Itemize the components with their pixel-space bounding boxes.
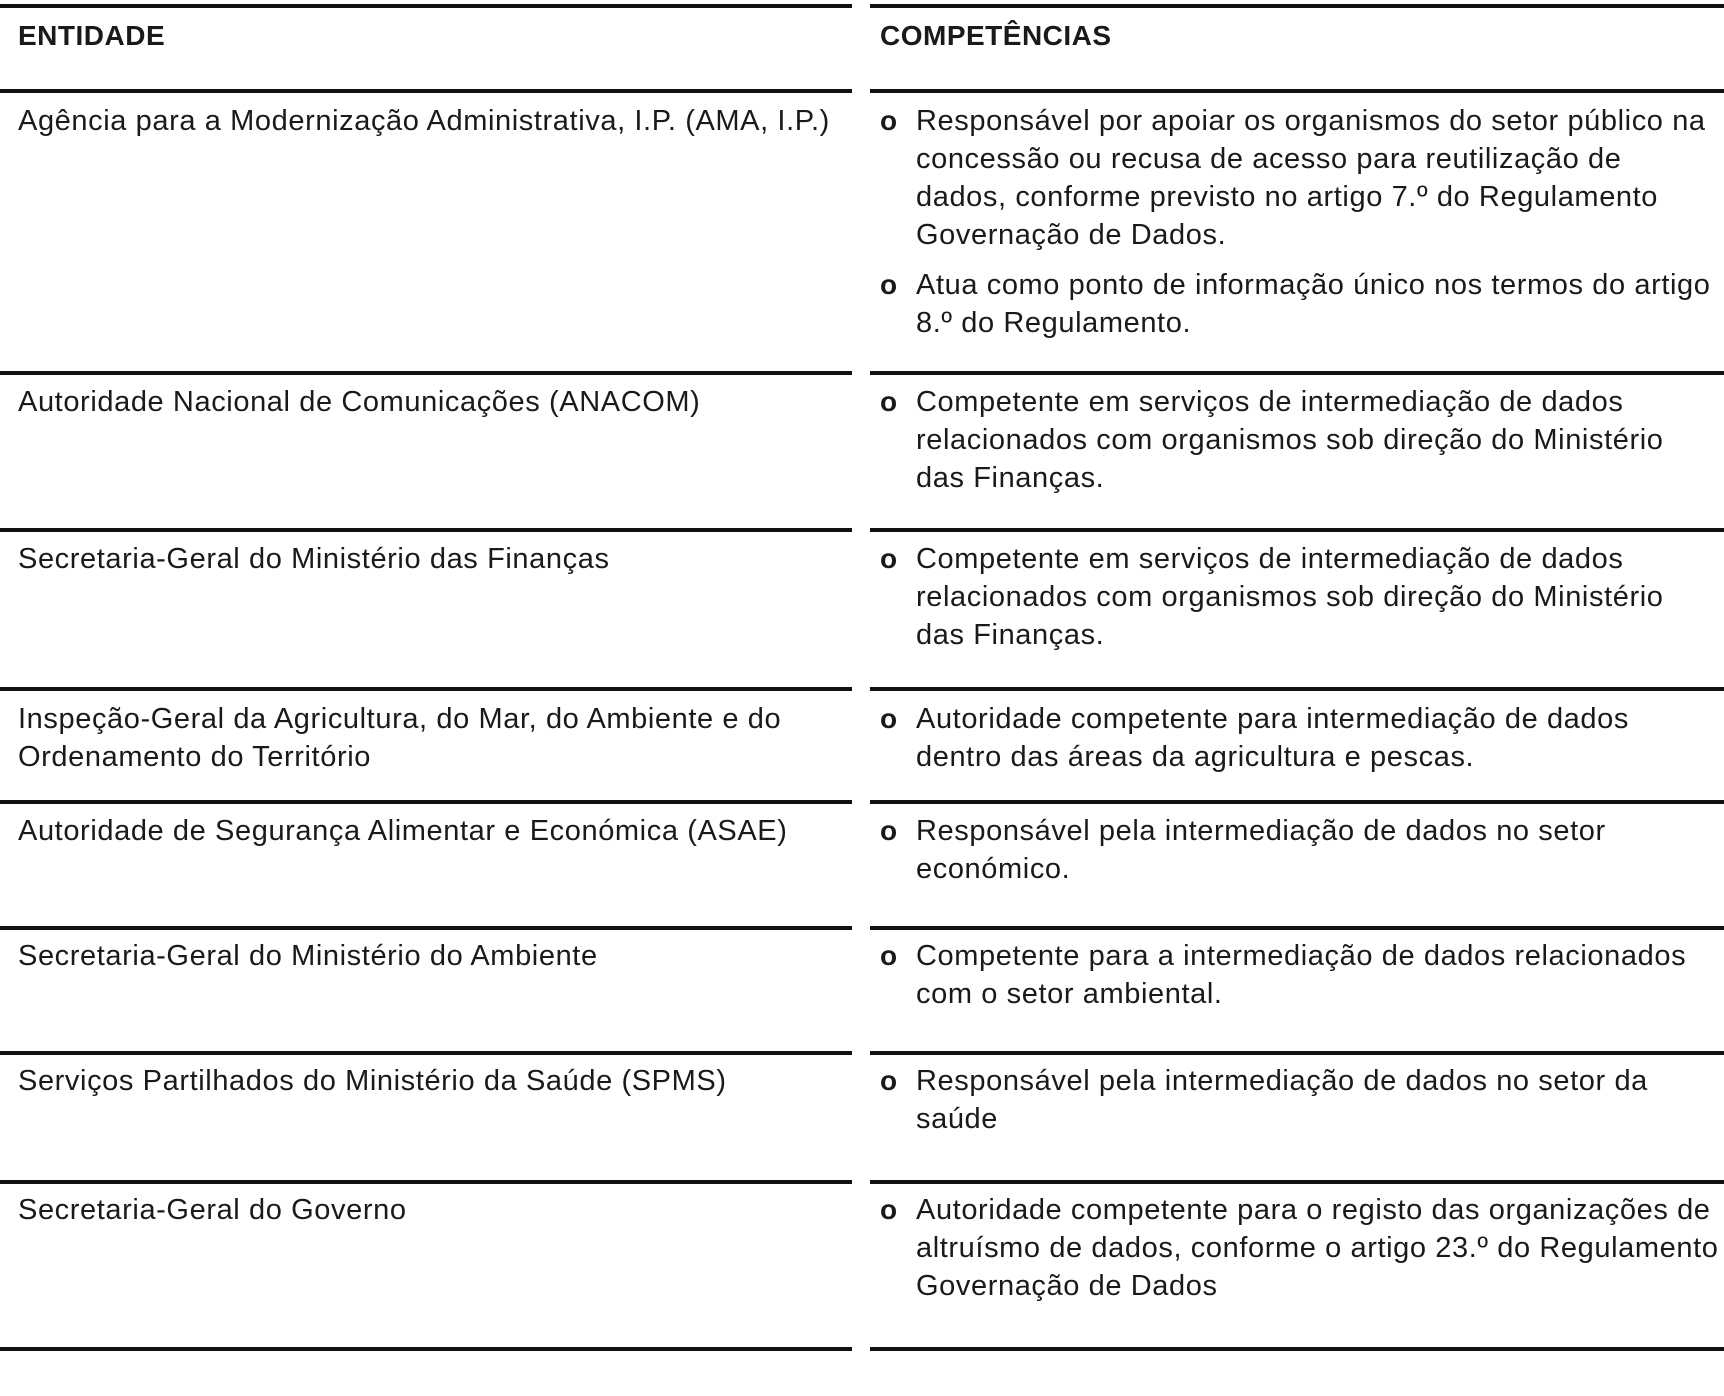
bullet-icon: o: [880, 940, 898, 971]
entity-cell: Autoridade Nacional de Comunicações (ANACOM): [18, 386, 701, 418]
row-divider-left: [0, 1180, 852, 1184]
competencies-cell: [880, 1062, 1720, 1150]
row-divider-left: [0, 800, 852, 804]
competency-text: Responsável pela intermediação de dados no setor da saúde: [916, 1065, 1648, 1135]
table-top-rule-left: [0, 4, 852, 8]
entity-cell: Inspeção-Geral da Agricultura, do Mar, do Ambiente e do Ordenamento do Território: [18, 703, 782, 773]
competency-text: Competente em serviços de intermediação de dados relacionados com organismos sob direção do Ministério das Finanças.: [916, 543, 1664, 651]
list-item: [880, 383, 1720, 497]
competency-text: Autoridade competente para intermediação de dados dentro das áreas da agricultura e pescas.: [916, 703, 1629, 773]
list-item: [880, 102, 1720, 254]
competencies-cell: [880, 937, 1720, 1025]
competencies-cell: [880, 1191, 1720, 1317]
row-divider-left: [0, 371, 852, 375]
list-item: [880, 1062, 1720, 1138]
row-divider-right: [870, 1051, 1724, 1055]
bullet-icon: o: [880, 1194, 898, 1225]
entity-cell: Agência para a Modernização Administrativa, I.P. (AMA, I.P.): [18, 105, 830, 137]
competency-text: Responsável pela intermediação de dados no setor económico.: [916, 815, 1606, 885]
row-divider-right: [870, 800, 1724, 804]
row-divider-right: [870, 926, 1724, 930]
bullet-icon: o: [880, 815, 898, 846]
entity-cell: Autoridade de Segurança Alimentar e Económica (ASAE): [18, 815, 788, 847]
row-divider-left: [0, 926, 852, 930]
competency-text: Autoridade competente para o registo das organizações de altruísmo de dados, conforme o artigo 23.º do Regulamento Governação de Dados: [916, 1194, 1719, 1302]
competency-text: Atua como ponto de informação único nos termos do artigo 8.º do Regulamento.: [916, 269, 1711, 339]
table-top-rule-right: [870, 4, 1724, 8]
row-divider-left: [0, 528, 852, 532]
list-item: [880, 937, 1720, 1013]
entity-cell: Secretaria-Geral do Ministério do Ambiente: [18, 940, 598, 972]
list-item: [880, 700, 1720, 776]
header-entidade: ENTIDADE: [18, 20, 166, 51]
table-bottom-rule-left: [0, 1347, 852, 1351]
bullet-icon: o: [880, 269, 898, 300]
row-divider-right: [870, 371, 1724, 375]
header-competencias: COMPETÊNCIAS: [880, 20, 1112, 51]
list-item: [880, 266, 1720, 342]
competencies-cell: [880, 700, 1720, 788]
row-divider-right: [870, 89, 1724, 93]
list-item: [880, 1191, 1720, 1305]
competency-text: Competente em serviços de intermediação de dados relacionados com organismos sob direção do Ministério das Finanças.: [916, 386, 1664, 494]
row-divider-right: [870, 687, 1724, 691]
bullet-icon: o: [880, 543, 898, 574]
row-divider-left: [0, 89, 852, 93]
entity-cell: Serviços Partilhados do Ministério da Saúde (SPMS): [18, 1065, 727, 1097]
competency-text: Responsável por apoiar os organismos do setor público na concessão ou recusa de acesso para reutilização de dados, conforme previsto no artigo 7.º do Regulamento Governação de Dados.: [916, 105, 1706, 251]
entity-cell: Secretaria-Geral do Ministério das Finanças: [18, 543, 610, 575]
bullet-icon: o: [880, 703, 898, 734]
list-item: [880, 540, 1720, 654]
entity-cell: Secretaria-Geral do Governo: [18, 1194, 407, 1226]
row-divider-right: [870, 1180, 1724, 1184]
row-divider-right: [870, 528, 1724, 532]
competencies-cell: [880, 540, 1720, 666]
row-divider-left: [0, 687, 852, 691]
table-bottom-rule-right: [870, 1347, 1724, 1351]
row-divider-left: [0, 1051, 852, 1055]
bullet-icon: o: [880, 386, 898, 417]
competencies-cell: [880, 812, 1720, 900]
bullet-icon: o: [880, 1065, 898, 1096]
competencies-cell: [880, 383, 1720, 509]
bullet-icon: o: [880, 105, 898, 136]
competencies-cell: [880, 102, 1720, 354]
competency-text: Competente para a intermediação de dados relacionados com o setor ambiental.: [916, 940, 1687, 1010]
list-item: [880, 812, 1720, 888]
